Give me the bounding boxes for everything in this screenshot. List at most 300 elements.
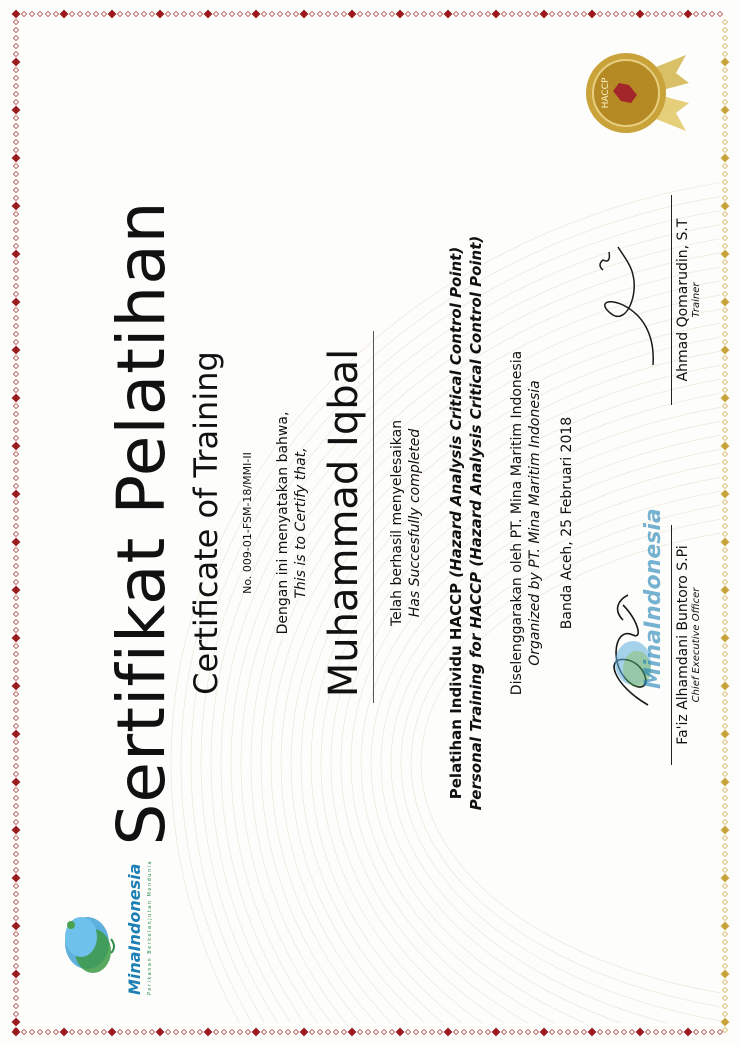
border-diamond <box>661 11 666 16</box>
border-diamond <box>722 667 727 672</box>
border-diamond <box>13 667 18 672</box>
border-diamond <box>721 490 729 498</box>
border-diamond <box>722 651 727 656</box>
border-diamond <box>13 195 18 200</box>
border-diamond <box>13 331 18 336</box>
border-diamond <box>141 1029 146 1034</box>
border-diamond <box>721 922 729 930</box>
border-diamond <box>165 11 170 16</box>
border-diamond <box>721 58 729 66</box>
border-diamond <box>204 1028 212 1036</box>
border-diamond <box>13 235 18 240</box>
border-diamond <box>722 995 727 1000</box>
border-diamond <box>437 11 442 16</box>
border-diamond <box>309 1029 314 1034</box>
border-diamond <box>453 11 458 16</box>
border-diamond <box>237 11 242 16</box>
border-diamond <box>29 1029 34 1034</box>
border-diamond <box>300 10 308 18</box>
border-diamond <box>722 843 727 848</box>
border-diamond <box>722 235 727 240</box>
border-diamond <box>13 523 18 528</box>
border-diamond <box>405 1029 410 1034</box>
border-diamond <box>722 595 727 600</box>
border-diamond <box>722 579 727 584</box>
border-diamond <box>197 1029 202 1034</box>
border-diamond <box>722 307 727 312</box>
border-diamond <box>12 730 20 738</box>
border-diamond <box>722 451 727 456</box>
border-diamond <box>53 1029 58 1034</box>
border-diamond <box>357 1029 362 1034</box>
border-diamond <box>165 1029 170 1034</box>
border-diamond <box>722 171 727 176</box>
border-diamond <box>13 843 18 848</box>
border-diamond <box>421 1029 426 1034</box>
border-diamond <box>13 531 18 536</box>
border-diamond <box>722 139 727 144</box>
border-diamond <box>53 11 58 16</box>
border-diamond <box>13 19 18 24</box>
border-diamond <box>12 490 20 498</box>
border-diamond <box>13 811 18 816</box>
border-diamond <box>13 723 18 728</box>
recipient-underline <box>373 331 374 703</box>
border-diamond <box>221 1029 226 1034</box>
border-diamond <box>721 970 729 978</box>
border-diamond <box>722 747 727 752</box>
border-diamond <box>605 11 610 16</box>
border-diamond <box>13 963 18 968</box>
border-diamond <box>12 298 20 306</box>
border-diamond <box>13 507 18 512</box>
border-diamond <box>13 659 18 664</box>
border-diamond <box>722 1003 727 1008</box>
border-diamond <box>605 1029 610 1034</box>
border-diamond <box>12 586 20 594</box>
border-diamond <box>540 10 548 18</box>
course-paren: (Hazard Analysis Critical Control Point) <box>446 246 465 578</box>
place-date: Banda Aceh, 25 Februari 2018 <box>558 416 575 630</box>
border-diamond <box>453 1029 458 1034</box>
border-diamond <box>309 11 314 16</box>
border-diamond <box>721 826 729 834</box>
border-diamond <box>721 778 729 786</box>
border-diamond <box>485 11 490 16</box>
border-diamond <box>722 259 727 264</box>
border-diamond <box>13 563 18 568</box>
stamp-logo-text: MinaIndonesia <box>640 508 666 689</box>
border-diamond <box>293 1029 298 1034</box>
border-diamond <box>722 123 727 128</box>
border-diamond <box>684 10 692 18</box>
border-diamond <box>13 419 18 424</box>
border-diamond <box>722 899 727 904</box>
border-diamond <box>645 11 650 16</box>
border-diamond <box>492 10 500 18</box>
border-diamond <box>722 427 727 432</box>
border-diamond <box>13 459 18 464</box>
border-diamond <box>13 115 18 120</box>
border-diamond <box>13 699 18 704</box>
border-diamond <box>588 1028 596 1036</box>
border-diamond <box>722 363 727 368</box>
border-diamond <box>721 298 729 306</box>
border-diamond <box>549 11 554 16</box>
border-diamond <box>722 531 727 536</box>
border-diamond <box>13 595 18 600</box>
border-diamond <box>701 11 706 16</box>
border-diamond <box>13 939 18 944</box>
border-diamond <box>621 11 626 16</box>
border-diamond <box>45 11 50 16</box>
border-diamond <box>722 819 727 824</box>
border-diamond <box>722 723 727 728</box>
border-diamond <box>677 1029 682 1034</box>
border-diamond <box>717 1029 722 1034</box>
border-diamond <box>149 1029 154 1034</box>
logo-tagline: Perikanan Berkelanjutan Mendunia <box>146 859 153 995</box>
border-diamond <box>722 659 727 664</box>
border-diamond <box>13 267 18 272</box>
border-diamond <box>722 987 727 992</box>
border-diamond <box>722 179 727 184</box>
border-diamond <box>77 11 82 16</box>
border-diamond <box>722 507 727 512</box>
border-diamond <box>517 11 522 16</box>
border-diamond <box>325 11 330 16</box>
border-diamond <box>557 1029 562 1034</box>
border-diamond <box>13 907 18 912</box>
border-diamond <box>13 83 18 88</box>
border-diamond <box>722 643 727 648</box>
border-diamond <box>300 1028 308 1036</box>
border-diamond <box>444 10 452 18</box>
border-diamond <box>13 547 18 552</box>
border-diamond <box>469 1029 474 1034</box>
border-diamond <box>317 11 322 16</box>
border-diamond <box>13 363 18 368</box>
border-diamond <box>13 707 18 712</box>
border-diamond <box>381 11 386 16</box>
border-diamond <box>13 995 18 1000</box>
border-diamond <box>722 691 727 696</box>
border-diamond <box>13 467 18 472</box>
border-diamond <box>12 106 20 114</box>
border-diamond <box>348 10 356 18</box>
border-diamond <box>13 275 18 280</box>
border-diamond <box>13 771 18 776</box>
border-diamond <box>13 187 18 192</box>
border-diamond <box>722 483 727 488</box>
border-diamond <box>597 1029 602 1034</box>
border-diamond <box>156 10 164 18</box>
ceo-role: Chief Executive Officer <box>690 587 702 703</box>
signature-line-trainer <box>671 195 672 405</box>
border-diamond <box>722 323 727 328</box>
border-diamond <box>12 10 20 18</box>
border-diamond <box>69 1029 74 1034</box>
border-diamond <box>722 147 727 152</box>
border-diamond <box>722 195 727 200</box>
border-diamond <box>12 1028 20 1036</box>
border-diamond <box>60 1028 68 1036</box>
border-diamond <box>13 763 18 768</box>
border-diamond <box>722 83 727 88</box>
border-diamond <box>557 11 562 16</box>
border-diamond <box>721 1018 729 1026</box>
border-diamond <box>621 1029 626 1034</box>
signature-block-trainer <box>593 195 703 405</box>
border-diamond <box>181 11 186 16</box>
border-diamond <box>653 11 658 16</box>
border-diamond <box>525 11 530 16</box>
border-diamond <box>721 634 729 642</box>
border-diamond <box>12 970 20 978</box>
completed-text-id: Telah berhasil menyelesaikan <box>388 419 405 627</box>
border-diamond <box>722 379 727 384</box>
border-diamond <box>722 35 727 40</box>
border-diamond <box>13 1011 18 1016</box>
border-diamond <box>12 634 20 642</box>
border-diamond <box>13 179 18 184</box>
border-diamond <box>13 611 18 616</box>
border-diamond <box>85 1029 90 1034</box>
border-diamond <box>13 915 18 920</box>
border-diamond <box>721 394 729 402</box>
border-diamond <box>709 1029 714 1034</box>
border-diamond <box>13 91 18 96</box>
border-diamond <box>722 387 727 392</box>
border-diamond <box>722 1027 727 1032</box>
border-diamond <box>13 171 18 176</box>
border-diamond <box>722 603 727 608</box>
border-diamond <box>317 1029 322 1034</box>
border-diamond <box>581 11 586 16</box>
logo-text: MinaIndonesia <box>124 863 144 995</box>
border-diamond <box>13 379 18 384</box>
border-diamond <box>13 579 18 584</box>
border-diamond <box>13 139 18 144</box>
border-diamond <box>13 315 18 320</box>
border-diamond <box>721 586 729 594</box>
border-diamond <box>722 27 727 32</box>
border-diamond <box>613 1029 618 1034</box>
border-diamond <box>13 411 18 416</box>
border-diamond <box>722 891 727 896</box>
border-diamond <box>669 1029 674 1034</box>
signature-block-ceo <box>593 508 703 765</box>
border-diamond <box>213 1029 218 1034</box>
border-diamond <box>721 442 729 450</box>
border-diamond <box>421 11 426 16</box>
border-diamond <box>13 715 18 720</box>
border-diamond <box>461 1029 466 1034</box>
border-diamond <box>13 35 18 40</box>
border-diamond <box>501 11 506 16</box>
border-diamond <box>261 1029 266 1034</box>
border-diamond <box>13 515 18 520</box>
border-diamond <box>722 131 727 136</box>
border-diamond <box>722 67 727 72</box>
border-diamond <box>597 11 602 16</box>
border-diamond <box>13 475 18 480</box>
border-diamond <box>269 1029 274 1034</box>
border-diamond <box>245 1029 250 1034</box>
border-diamond <box>12 682 20 690</box>
border-diamond <box>13 123 18 128</box>
border-diamond <box>108 1028 116 1036</box>
border-diamond <box>389 1029 394 1034</box>
border-diamond <box>13 163 18 168</box>
border-diamond <box>269 11 274 16</box>
border-diamond <box>509 1029 514 1034</box>
border-diamond <box>12 442 20 450</box>
border-diamond <box>722 803 727 808</box>
border-diamond <box>540 1028 548 1036</box>
border-diamond <box>13 211 18 216</box>
border-diamond <box>533 1029 538 1034</box>
border-diamond <box>13 219 18 224</box>
border-diamond <box>213 11 218 16</box>
border-diamond <box>722 75 727 80</box>
border-diamond <box>365 1029 370 1034</box>
course-prefix: Pelatihan Individu HACCP <box>446 577 465 800</box>
border-diamond <box>365 11 370 16</box>
border-diamond <box>13 955 18 960</box>
border-diamond <box>721 106 729 114</box>
border-diamond <box>461 11 466 16</box>
border-diamond <box>722 459 727 464</box>
border-diamond <box>13 75 18 80</box>
border-diamond <box>13 435 18 440</box>
border-diamond <box>722 243 727 248</box>
border-diamond <box>77 1029 82 1034</box>
border-diamond <box>13 603 18 608</box>
border-diamond <box>189 1029 194 1034</box>
border-diamond <box>722 331 727 336</box>
border-diamond <box>722 187 727 192</box>
border-diamond <box>13 51 18 56</box>
trainer-name: Ahmad Qomarudin, S.T <box>674 218 691 382</box>
border-diamond <box>722 523 727 528</box>
border-diamond <box>721 250 729 258</box>
border-diamond <box>477 1029 482 1034</box>
border-diamond <box>721 154 729 162</box>
border-diamond <box>722 1011 727 1016</box>
border-diamond <box>722 547 727 552</box>
border-diamond <box>722 475 727 480</box>
border-diamond <box>722 947 727 952</box>
border-diamond <box>722 835 727 840</box>
trainer-role: Trainer <box>690 282 702 318</box>
border-diamond <box>156 1028 164 1036</box>
border-diamond <box>125 1029 130 1034</box>
border-diamond <box>229 11 234 16</box>
border-diamond <box>533 11 538 16</box>
border-diamond <box>252 10 260 18</box>
signature-line-ceo <box>671 525 672 765</box>
border-diamond <box>13 747 18 752</box>
border-diamond <box>13 987 18 992</box>
border-diamond <box>477 11 482 16</box>
border-diamond <box>13 27 18 32</box>
border-diamond <box>13 851 18 856</box>
border-diamond <box>133 11 138 16</box>
border-diamond <box>684 1028 692 1036</box>
border-diamond <box>13 555 18 560</box>
border-diamond <box>722 867 727 872</box>
border-diamond <box>13 403 18 408</box>
border-diamond <box>722 755 727 760</box>
border-diamond <box>722 51 727 56</box>
border-diamond <box>721 346 729 354</box>
seal-label: HACCP <box>600 77 611 109</box>
border-diamond <box>285 11 290 16</box>
border-diamond <box>722 291 727 296</box>
border-diamond <box>173 1029 178 1034</box>
border-diamond <box>252 1028 260 1036</box>
border-diamond <box>108 10 116 18</box>
recipient-name: Muhammad Iqbal <box>320 348 367 698</box>
border-diamond <box>722 619 727 624</box>
border-diamond <box>13 675 18 680</box>
border-diamond <box>93 11 98 16</box>
haccp-seal <box>581 43 691 143</box>
border-diamond <box>13 619 18 624</box>
border-diamond <box>492 1028 500 1036</box>
border-diamond <box>573 1029 578 1034</box>
certify-text-id: Dengan ini menyatakan bahwa, <box>274 411 291 635</box>
border-diamond <box>13 819 18 824</box>
border-diamond <box>357 11 362 16</box>
border-diamond <box>581 1029 586 1034</box>
certificate-body <box>21 23 721 1023</box>
border-diamond <box>437 1029 442 1034</box>
border-diamond <box>722 811 727 816</box>
border-diamond <box>722 763 727 768</box>
border-diamond <box>722 555 727 560</box>
border-diamond <box>701 1029 706 1034</box>
border-diamond <box>13 307 18 312</box>
border-diamond <box>722 467 727 472</box>
border-diamond <box>565 1029 570 1034</box>
border-diamond <box>117 11 122 16</box>
border-diamond <box>722 563 727 568</box>
border-diamond <box>13 803 18 808</box>
border-diamond <box>173 11 178 16</box>
border-diamond <box>285 1029 290 1034</box>
border-diamond <box>29 11 34 16</box>
border-diamond <box>722 571 727 576</box>
border-diamond <box>12 538 20 546</box>
border-diamond <box>13 947 18 952</box>
border-diamond <box>21 11 26 16</box>
border-diamond <box>85 11 90 16</box>
border-diamond <box>348 1028 356 1036</box>
border-diamond <box>13 891 18 896</box>
border-diamond <box>13 291 18 296</box>
border-diamond <box>573 11 578 16</box>
border-diamond <box>13 835 18 840</box>
border-diamond <box>261 11 266 16</box>
border-diamond <box>722 283 727 288</box>
border-diamond <box>13 1003 18 1008</box>
border-diamond <box>12 346 20 354</box>
border-diamond <box>13 355 18 360</box>
border-diamond <box>722 435 727 440</box>
border-diamond <box>722 219 727 224</box>
